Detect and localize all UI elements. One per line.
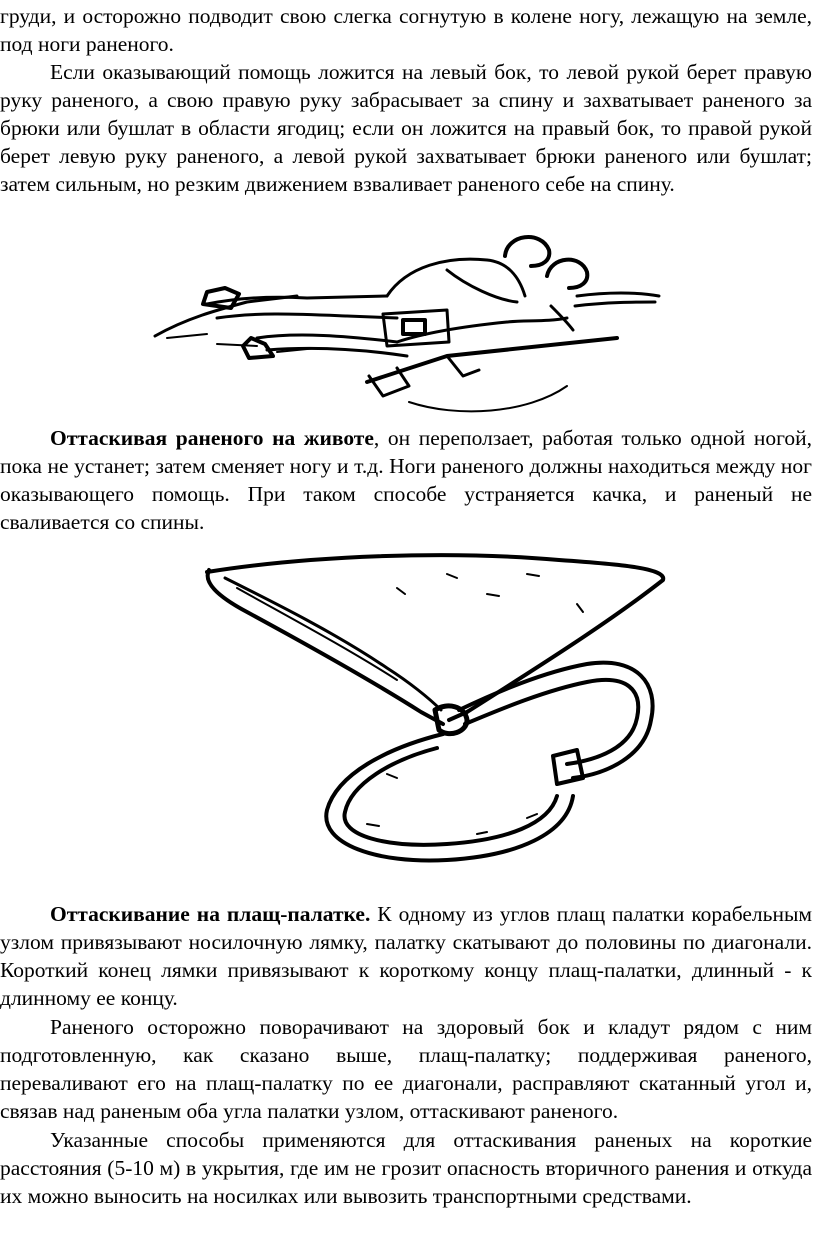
paragraph-drag-on-cape-tent-text: К одному из углов плащ палатки корабельным узлом привязывают носилочную лямку, палатку скатывают до половины по диагонали. Короткий конец лямки привязывают к короткому концу плащ-палатки, длинный - к длинному ее концу. [0, 902, 812, 1011]
term-drag-on-stomach: Оттаскивая раненого на животе [50, 426, 374, 450]
paragraph-drag-on-cape-tent [0, 900, 812, 1012]
paragraph-drag-on-stomach-text: , он переползает, работая только одной ногой, пока не устанет; затем сменяет ногу и т.д. Ноги раненого должны находиться между ног оказывающего помощь. При таком способе устраняется качка, и раненый не сваливается со спины. [0, 426, 812, 535]
paragraph-usage-distance: Указанные способы применяются для оттаскивания раненых на короткие расстояния (5-10 м) в укрытия, где им не грозит опасность вторичного ранения и откуда их можно выносить на носилках или вывозить транспортными средствами. [0, 1128, 812, 1209]
illustration-cape-tent [147, 534, 669, 892]
paragraph-drag-on-stomach [0, 424, 812, 536]
term-drag-on-cape-tent: Оттаскивание на плащ-палатке. [50, 902, 371, 926]
paragraph-roll-onto-tent: Раненого осторожно поворачивают на здоровый бок и кладут рядом с ним подготовленную, как сказано выше, плащ-палатку; поддерживая раненого, переваливают его на плащ-палатку по ее диагонали, расправляют скатанный угол и, связав над раненым оба угла палатки узлом, оттаскивают раненого. [0, 1015, 812, 1124]
figure-cape-tent-with-strap [147, 534, 669, 892]
paragraph-continuation: груди, и осторожно подводит свою слегка согнутую в колене ногу, лежащую на земле, под ноги раненого. [0, 4, 812, 57]
illustration-crawling-soldiers [147, 226, 669, 420]
paragraph-lift-onto-back: Если оказывающий помощь ложится на левый бок, то левой рукой берет правую руку раненого, а свою правую руку забрасывает за спину и захватывает раненого за брюки или бушлат в области ягодиц; если он ложится на правый бок, то правой рукой берет левую руку раненого, а левой рукой захватывает брюки раненого или бушлат; затем сильным, но резким движением взваливает раненого себе на спину. [0, 60, 812, 197]
figure-crawling-with-wounded [147, 226, 669, 420]
